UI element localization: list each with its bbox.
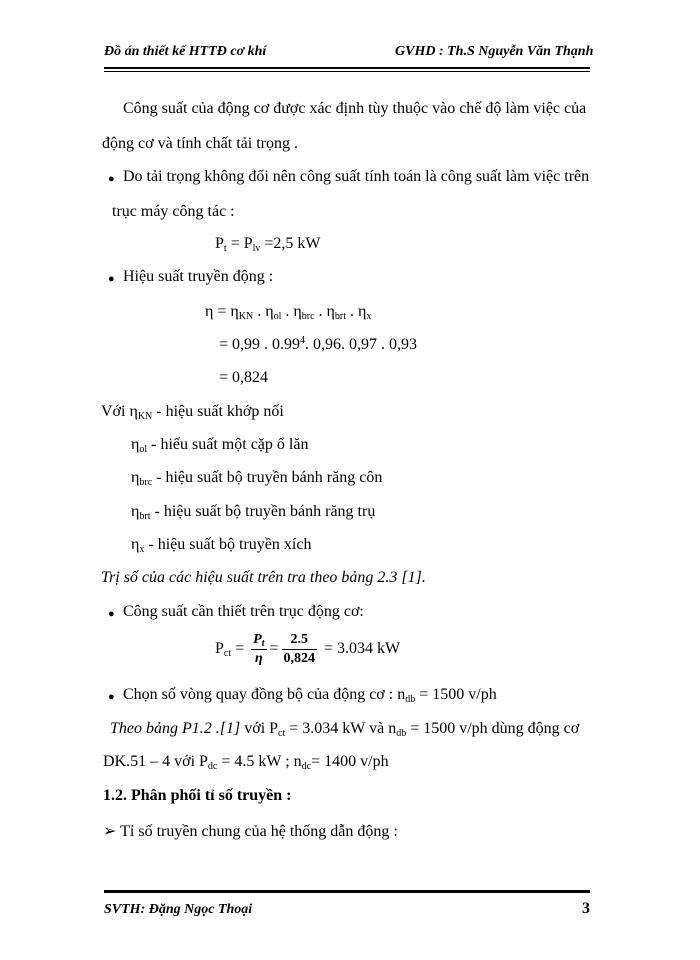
arrow-item: ➢ Tỉ số truyền chung của hệ thống dẫn động : (103, 823, 398, 840)
bullet-3: Công suất cần thiết trên trục động cơ: (123, 603, 364, 620)
bullet-2: Hiệu suất truyền động : (123, 268, 274, 285)
arrow-icon: ➢ (103, 823, 117, 840)
motor-spec-line: DK.51 – 4 với $P_{dc} = 4.5$ kW ; $n_{dc}= 1400$ v/ph (103, 753, 389, 772)
bullet-4: Chọn số vòng quay đồng bộ của động cơ : $n_{db} = 1500$ v/ph (123, 686, 497, 705)
bullet-1-line-1: Do tải trọng không đổi nên công suất tính toán là công suất làm việc trên (123, 168, 590, 185)
def-x: $\eta_x$ - hiệu suất bộ truyền xích (131, 536, 312, 555)
header-title: Đồ án thiết kế HTTĐ cơ khí (104, 44, 267, 59)
def-brt: $\eta_{brt}$ - hiệu suất bộ truyền bánh răng trụ (131, 503, 376, 522)
footer-student: SVTH: Đặng Ngọc Thoại (104, 902, 253, 917)
page-number: 3 (582, 900, 590, 917)
def-brc: $\eta_{brc}$ - hiệu suất bộ truyền bánh răng côn (131, 469, 383, 488)
pt-equation: $P_t = P_{lv} =2,5$ kW (215, 235, 321, 254)
eta-values: = 0,99 . 0.99$^4$. 0,96. 0,97 . 0,93 (219, 335, 418, 353)
fraction-values: $\frac{2.5}{0,824}$ (283, 632, 316, 666)
header-rule-thick (104, 67, 590, 69)
pct-formula: $P_{ct}$ = $\frac{P_t}{\eta}$ = $\frac{2.5}{0,824}$ = 3.034 kW (215, 632, 401, 666)
motor-selection-line: Theo bảng P1.2 .[1] với $P_{ct} = 3.034$ kW và $n_{db} = 1500$ v/ph dùng động cơ (110, 720, 580, 739)
intro-line-1: Công suất của động cơ được xác định tùy thuộc vào chế độ làm việc của (123, 100, 587, 117)
table-reference-note: Trị số của các hiệu suất trên tra theo bảng 2.3 [1]. (101, 569, 426, 586)
header-advisor: GVHD : Th.S Nguyễn Văn Thạnh (395, 44, 594, 59)
bullet-1-line-2: trục máy công tác : (112, 203, 235, 220)
def-kn: Với $\eta_{KN}$ - hiệu suất khớp nối (101, 403, 284, 422)
bullet-icon: ● (108, 173, 115, 185)
def-ol: $\eta_{ol}$ - hiếu suất một cặp ổ lăn (131, 436, 309, 455)
footer-rule (104, 890, 590, 893)
header-rule-thin (104, 71, 590, 72)
eta-equation: $\eta = \eta_{KN}$ . $\eta_{ol}$ . $\eta_{brc}$ . $\eta_{brt}$ . $\eta_x$ (205, 303, 372, 322)
bullet-icon: ● (108, 691, 115, 703)
section-heading: 1.2. Phân phối tỉ số truyền : (103, 787, 292, 804)
bullet-icon: ● (108, 608, 115, 620)
bullet-icon: ● (108, 273, 115, 285)
eta-result: = 0,824 (219, 369, 269, 386)
intro-line-2: động cơ và tính chất tải trọng . (102, 135, 298, 152)
fraction-pt-over-eta: $\frac{P_t}{\eta}$ (253, 632, 265, 666)
